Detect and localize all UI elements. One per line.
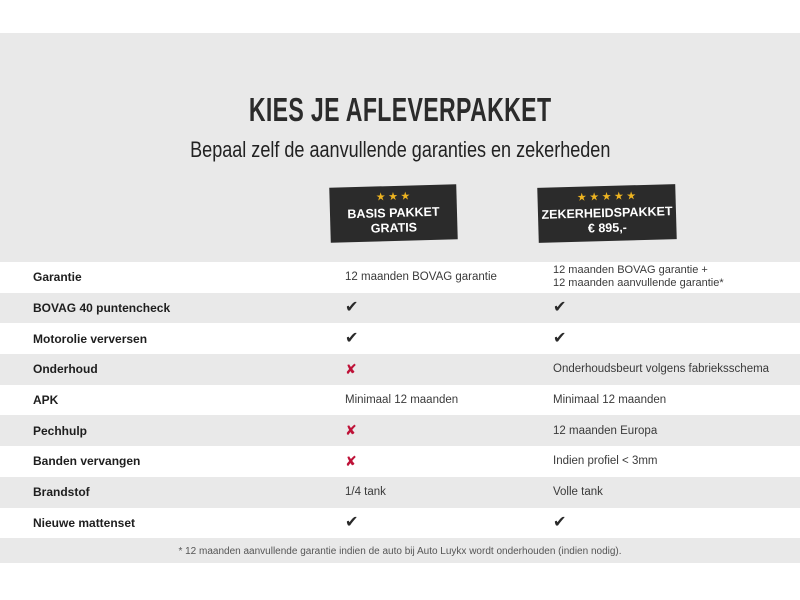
page-title: KIES JE AFLEVERPAKKET (248, 91, 552, 128)
zekerheid-value-line2: 12 maanden aanvullende garantie* (553, 277, 724, 290)
zekerheid-cell (553, 300, 800, 316)
cross-icon: ✘ (345, 452, 357, 469)
table-row (0, 262, 800, 293)
package-name: BASIS PAKKET (347, 204, 440, 222)
table-row (0, 354, 800, 385)
basis-value: 1/4 tank (345, 486, 386, 499)
row-label: APK (33, 393, 59, 408)
basis-cell (345, 362, 553, 377)
check-icon: ✔ (345, 513, 359, 531)
table-row (0, 293, 800, 324)
table-row (0, 477, 800, 508)
zekerheid-cell (553, 363, 800, 375)
check-icon: ✔ (345, 299, 359, 317)
basis-cell (345, 423, 553, 438)
row-label: BOVAG 40 puntencheck (33, 301, 171, 316)
zekerheid-cell (553, 394, 800, 406)
row-label: Pechhulp (33, 423, 88, 438)
basis-cell (345, 454, 553, 469)
stars-icon: ★★★ (375, 190, 413, 204)
row-label: Nieuwe mattenset (33, 515, 136, 530)
zekerheid-value-line1: 12 maanden BOVAG garantie + (553, 263, 708, 276)
table-row (0, 415, 800, 446)
zekerheid-value: Onderhoudsbeurt volgens fabrieksschema (553, 363, 770, 376)
zekerheid-value: Indien profiel < 3mm (553, 455, 658, 468)
row-label: Brandstof (33, 485, 90, 500)
comparison-table (0, 262, 800, 538)
basis-value: 12 maanden BOVAG garantie (345, 271, 497, 284)
basis-cell (345, 394, 553, 406)
check-icon: ✔ (553, 299, 567, 317)
basis-cell (345, 271, 553, 283)
basis-cell (345, 300, 553, 316)
row-label: Banden vervangen (33, 454, 141, 469)
table-row (0, 385, 800, 416)
basis-cell (345, 331, 553, 347)
page-subtitle-wrap (0, 136, 800, 163)
row-label: Garantie (33, 270, 82, 285)
footnote: * 12 maanden aanvullende garantie indien de auto bij Auto Luykx wordt onderhouden (indien nodig). (178, 546, 622, 557)
basis-cell (345, 515, 553, 531)
package-header-zekerheid[interactable] (537, 184, 676, 243)
zekerheid-cell (553, 486, 800, 498)
zekerheid-cell (553, 331, 800, 347)
zekerheid-value: 12 maanden Europa (553, 424, 658, 437)
zekerheid-cell (553, 515, 800, 531)
check-icon: ✔ (553, 513, 567, 531)
package-price: € 895,- (587, 220, 628, 236)
zekerheid-value: Volle tank (553, 486, 603, 499)
check-icon: ✔ (345, 329, 359, 347)
table-row (0, 323, 800, 354)
zekerheid-value: Minimaal 12 maanden (553, 394, 667, 407)
stars-icon: ★★★★★ (576, 190, 639, 204)
basis-cell (345, 486, 553, 498)
table-row (0, 446, 800, 477)
page-subtitle: Bepaal zelf de aanvullende garanties en zekerheden (189, 137, 611, 162)
zekerheid-cell (553, 425, 800, 437)
check-icon: ✔ (553, 329, 567, 347)
cross-icon: ✘ (345, 360, 357, 377)
row-label: Motorolie verversen (33, 331, 148, 346)
basis-value: Minimaal 12 maanden (345, 394, 459, 407)
package-header-basis[interactable] (329, 184, 457, 243)
page-title-wrap (0, 92, 800, 128)
row-label: Onderhoud (33, 362, 98, 377)
package-price: GRATIS (370, 220, 418, 236)
package-name: ZEKERHEIDSPAKKET (541, 204, 673, 222)
zekerheid-cell (553, 455, 800, 467)
table-row (0, 508, 800, 539)
zekerheid-cell (553, 264, 800, 291)
cross-icon: ✘ (345, 422, 357, 439)
